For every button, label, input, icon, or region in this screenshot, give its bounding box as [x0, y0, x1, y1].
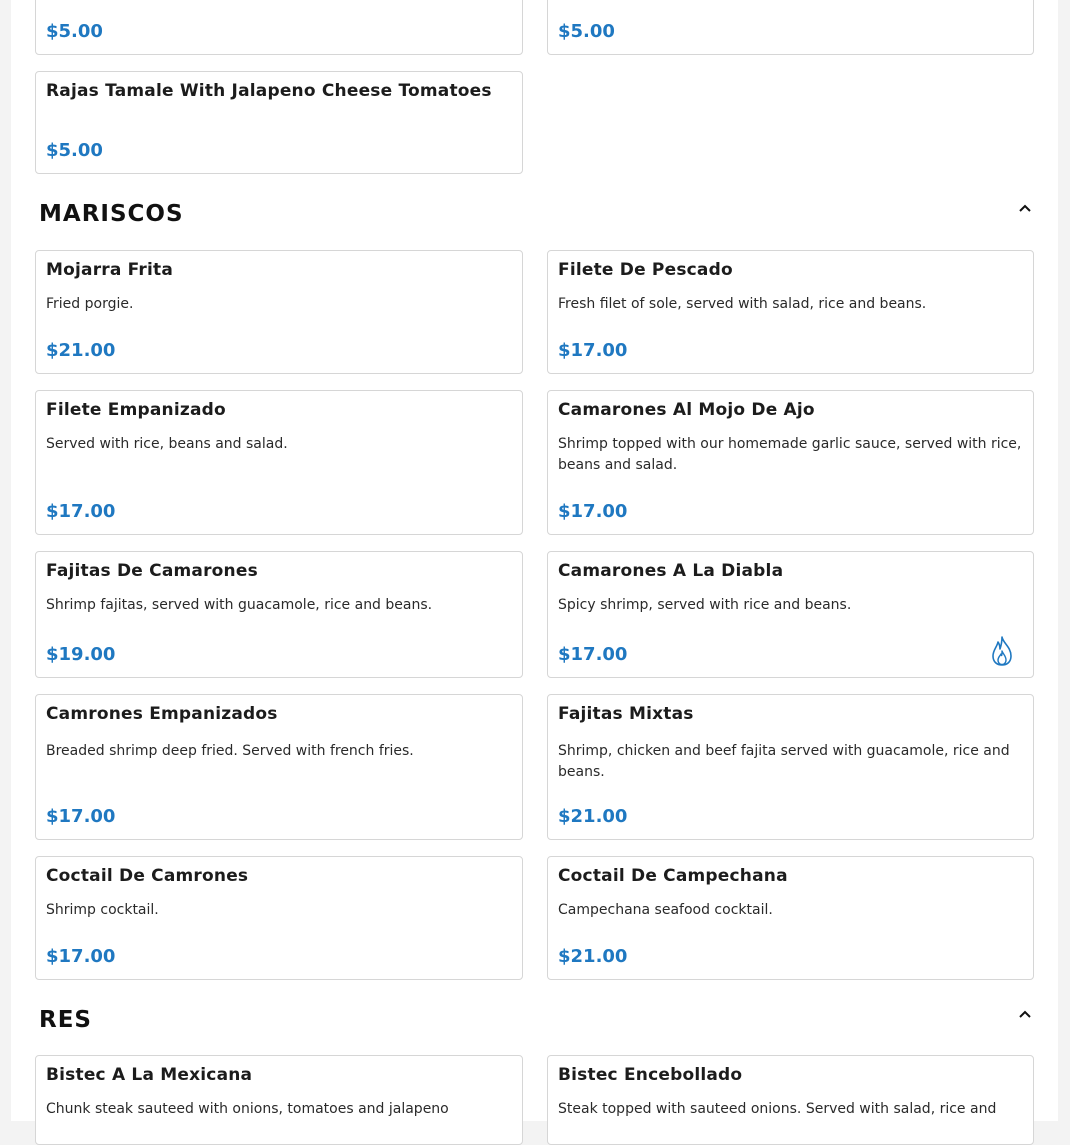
item-name: Bistec A La Mexicana — [46, 1065, 253, 1085]
item-description: Fried porgie. — [46, 296, 134, 312]
menu-item-card[interactable] — [547, 694, 1034, 840]
menu-item-card[interactable] — [35, 856, 523, 980]
menu-item-card[interactable] — [35, 0, 523, 55]
item-name: Coctail De Camrones — [46, 866, 249, 886]
item-description: Shrimp, chicken and beef fajita served with guacamole, rice and beans. — [558, 743, 1010, 780]
spicy-flame-icon — [989, 635, 1015, 667]
item-name: Fajitas De Camarones — [46, 561, 258, 581]
item-description: Shrimp cocktail. — [46, 902, 159, 918]
item-price: $17.00 — [46, 806, 116, 827]
menu-item-card[interactable] — [547, 856, 1034, 980]
section-title-res: RES — [39, 1007, 92, 1033]
item-name: Camarones A La Diabla — [558, 561, 784, 581]
item-name: Fajitas Mixtas — [558, 704, 694, 724]
item-price: $5.00 — [558, 21, 615, 42]
item-price: $17.00 — [46, 946, 116, 967]
item-description: Shrimp topped with our homemade garlic sauce, served with rice, beans and salad. — [558, 436, 1022, 473]
chevron-up-icon[interactable] — [1015, 1004, 1035, 1024]
menu-item-card[interactable] — [35, 551, 523, 678]
item-name: Filete De Pescado — [558, 260, 733, 280]
section-title-mariscos: MARISCOS — [39, 201, 184, 227]
item-price: $21.00 — [558, 806, 628, 827]
menu-item-card[interactable] — [35, 694, 523, 840]
item-description: Campechana seafood cocktail. — [558, 902, 773, 918]
item-price: $17.00 — [46, 501, 116, 522]
item-price: $17.00 — [558, 501, 628, 522]
item-name: Coctail De Campechana — [558, 866, 788, 886]
item-price: $19.00 — [46, 644, 116, 665]
item-name: Mojarra Frita — [46, 260, 173, 280]
item-description: Breaded shrimp deep fried. Served with french fries. — [46, 743, 414, 759]
item-price: $21.00 — [558, 946, 628, 967]
menu-item-card[interactable] — [547, 250, 1034, 374]
item-description: Steak topped with sauteed onions. Served with salad, rice and — [558, 1101, 997, 1117]
menu-item-card[interactable] — [35, 1055, 523, 1145]
item-name: Camrones Empanizados — [46, 704, 278, 724]
item-price: $5.00 — [46, 140, 103, 161]
item-name: Rajas Tamale With Jalapeno Cheese Tomatoes — [46, 81, 492, 101]
item-price: $5.00 — [46, 21, 103, 42]
chevron-up-icon[interactable] — [1015, 198, 1035, 218]
item-description: Spicy shrimp, served with rice and beans. — [558, 597, 852, 613]
item-price: $21.00 — [46, 340, 116, 361]
menu-item-card[interactable] — [547, 551, 1034, 678]
menu-page — [11, 0, 1058, 1121]
item-name: Filete Empanizado — [46, 400, 226, 420]
item-description: Chunk steak sauteed with onions, tomatoes and jalapeno — [46, 1101, 449, 1117]
item-description: Fresh filet of sole, served with salad, rice and beans. — [558, 296, 927, 312]
item-name: Camarones Al Mojo De Ajo — [558, 400, 815, 420]
menu-item-card[interactable] — [35, 71, 523, 174]
menu-item-card[interactable] — [35, 250, 523, 374]
item-description: Shrimp fajitas, served with guacamole, rice and beans. — [46, 597, 433, 613]
item-price: $17.00 — [558, 644, 628, 665]
item-description: Served with rice, beans and salad. — [46, 436, 288, 452]
item-name: Bistec Encebollado — [558, 1065, 743, 1085]
menu-item-card[interactable] — [35, 390, 523, 535]
menu-item-card[interactable] — [547, 1055, 1034, 1145]
menu-item-card[interactable] — [547, 0, 1034, 55]
item-price: $17.00 — [558, 340, 628, 361]
menu-item-card[interactable] — [547, 390, 1034, 535]
